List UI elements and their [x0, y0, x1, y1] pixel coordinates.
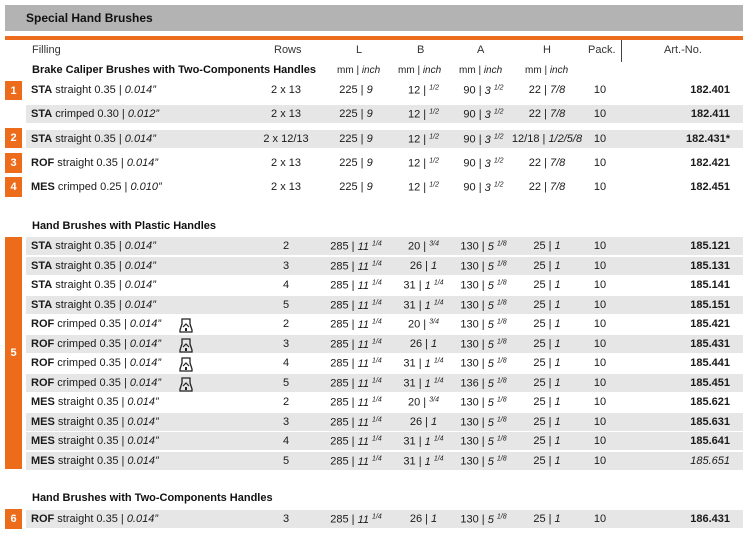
- a-cell: 130 | 5 $^{1/8}$: [460, 357, 507, 370]
- height-cell: 25 | 1: [533, 279, 561, 291]
- filling-cell: STA crimped 0.30 | 0.012”: [31, 108, 160, 120]
- rows-cell: 2 x 13: [271, 181, 301, 193]
- height-cell: 25 | 1: [533, 396, 561, 408]
- table-row: [26, 81, 743, 99]
- a-cell: 90 | 3 $^{1/2}$: [463, 108, 504, 121]
- height-cell: 25 | 1: [533, 318, 561, 330]
- page-title: Special Hand Brushes: [26, 11, 153, 25]
- art-no-cell: 185.421: [690, 318, 730, 330]
- table-row: [26, 315, 743, 333]
- art-no-cell: 185.441: [690, 357, 730, 369]
- length-cell: 285 | 11 $^{1/4}$: [330, 396, 382, 409]
- width-cell: 26 | 1: [409, 260, 438, 272]
- rows-cell: 2: [282, 396, 290, 408]
- table-row: [26, 393, 743, 411]
- height-cell: 25 | 1: [533, 240, 561, 252]
- table-row: [26, 335, 743, 353]
- pack-cell: 10: [593, 133, 607, 145]
- width-cell: 26 | 1: [409, 338, 438, 350]
- art-no-cell: 185.131: [690, 260, 730, 272]
- art-no-cell: 182.411: [690, 108, 730, 120]
- header-separator: [621, 40, 622, 62]
- art-no-cell: 185.431: [690, 338, 730, 350]
- art-no-cell: 185.641: [690, 435, 730, 447]
- group-number-5: 5: [5, 237, 22, 469]
- table-row: [26, 432, 743, 450]
- a-cell: 130 | 5 $^{1/8}$: [460, 455, 507, 468]
- height-cell: 25 | 1: [533, 455, 561, 467]
- width-cell: 20 | $^{3/4}$: [408, 318, 439, 331]
- width-cell: 31 | 1 $^{1/4}$: [403, 435, 444, 448]
- header-l: L: [356, 44, 363, 56]
- a-cell: 130 | 5 $^{1/8}$: [460, 279, 507, 292]
- pack-cell: 10: [593, 318, 607, 330]
- height-cell: 25 | 1: [533, 416, 561, 428]
- pack-cell: 10: [593, 84, 607, 96]
- flask-icon: [179, 338, 193, 353]
- a-cell: 130 | 5 $^{1/8}$: [460, 416, 507, 429]
- width-cell: 31 | 1 $^{1/4}$: [403, 299, 444, 312]
- rows-cell: 4: [282, 435, 290, 447]
- rows-cell: 2 x 12/13: [263, 133, 309, 145]
- table-row: [26, 154, 743, 172]
- a-cell: 130 | 5 $^{1/8}$: [460, 260, 507, 273]
- a-cell: 130 | 5 $^{1/8}$: [460, 396, 507, 409]
- table-row: [26, 510, 743, 528]
- table-row: [26, 354, 743, 372]
- art-no-cell: 185.121: [690, 240, 730, 252]
- group-number-6: 6: [5, 509, 22, 529]
- art-no-cell: 185.631: [690, 416, 730, 428]
- filling-cell: ROF straight 0.35 | 0.014”: [31, 513, 159, 525]
- height-cell: 25 | 1: [533, 513, 561, 525]
- width-cell: 12 | $^{1/2}$: [408, 133, 439, 146]
- pack-cell: 10: [593, 455, 607, 467]
- length-cell: 285 | 11 $^{1/4}$: [330, 513, 382, 526]
- a-cell: 90 | 3 $^{1/2}$: [463, 181, 504, 194]
- width-cell: 20 | $^{3/4}$: [408, 240, 439, 253]
- rows-cell: 2: [282, 240, 290, 252]
- unit-b: mm | inch: [398, 65, 442, 76]
- flask-icon: [179, 377, 193, 392]
- height-cell: 25 | 1: [533, 299, 561, 311]
- section-title-1: Brake Caliper Brushes with Two-Components Handles: [32, 64, 317, 76]
- group-number-2: 2: [5, 128, 22, 148]
- pack-cell: 10: [593, 279, 607, 291]
- a-cell: 90 | 3 $^{1/2}$: [463, 133, 504, 146]
- flask-icon: [179, 357, 193, 372]
- table-row: [26, 296, 743, 314]
- table-row: [26, 374, 743, 392]
- flask-icon: [179, 318, 193, 333]
- height-cell: 12/18 | 1/2/5/8: [511, 133, 583, 145]
- height-cell: 25 | 1: [533, 338, 561, 350]
- rows-cell: 2 x 13: [271, 108, 301, 120]
- filling-cell: MES straight 0.35 | 0.014”: [31, 435, 159, 447]
- pack-cell: 10: [593, 435, 607, 447]
- height-cell: 22 | 7/8: [528, 181, 566, 193]
- art-no-cell: 182.421: [690, 157, 730, 169]
- length-cell: 285 | 11 $^{1/4}$: [330, 338, 382, 351]
- pack-cell: 10: [593, 377, 607, 389]
- art-no-cell: 185.151: [690, 299, 730, 311]
- group-number-1: 1: [5, 81, 22, 100]
- table-row: [26, 237, 743, 255]
- rows-cell: 2: [282, 318, 290, 330]
- unit-a: mm | inch: [459, 65, 503, 76]
- length-cell: 285 | 11 $^{1/4}$: [330, 279, 382, 292]
- a-cell: 130 | 5 $^{1/8}$: [460, 240, 507, 253]
- a-cell: 130 | 5 $^{1/8}$: [460, 318, 507, 331]
- title-bar: [5, 5, 743, 31]
- table-row: [26, 276, 743, 294]
- filling-cell: ROF crimped 0.35 | 0.014”: [31, 357, 162, 369]
- header-pack: Pack.: [588, 44, 616, 56]
- a-cell: 130 | 5 $^{1/8}$: [460, 435, 507, 448]
- a-cell: 90 | 3 $^{1/2}$: [463, 157, 504, 170]
- width-cell: 26 | 1: [409, 416, 438, 428]
- height-cell: 22 | 7/8: [528, 108, 566, 120]
- header-art-no: Art.-No.: [664, 44, 702, 56]
- length-cell: 285 | 11 $^{1/4}$: [330, 260, 382, 273]
- height-cell: 25 | 1: [533, 435, 561, 447]
- pack-cell: 10: [593, 108, 607, 120]
- length-cell: 285 | 11 $^{1/4}$: [330, 455, 382, 468]
- table-row: [26, 105, 743, 123]
- a-cell: 130 | 5 $^{1/8}$: [460, 338, 507, 351]
- accent-rule: [5, 36, 743, 40]
- rows-cell: 3: [282, 513, 290, 525]
- pack-cell: 10: [593, 181, 607, 193]
- filling-cell: STA straight 0.35 | 0.014”: [31, 133, 156, 145]
- height-cell: 22 | 7/8: [528, 84, 566, 96]
- table-row: [26, 257, 743, 275]
- width-cell: 12 | $^{1/2}$: [408, 84, 439, 97]
- rows-cell: 4: [282, 279, 290, 291]
- rows-cell: 2 x 13: [271, 84, 301, 96]
- filling-cell: ROF straight 0.35 | 0.014”: [31, 157, 159, 169]
- rows-cell: 2 x 13: [271, 157, 301, 169]
- filling-cell: MES straight 0.35 | 0.014”: [31, 455, 159, 467]
- filling-cell: MES straight 0.35 | 0.014”: [31, 416, 159, 428]
- pack-cell: 10: [593, 416, 607, 428]
- width-cell: 20 | $^{3/4}$: [408, 396, 439, 409]
- width-cell: 26 | 1: [409, 513, 438, 525]
- header-a: A: [477, 44, 485, 56]
- header-h: H: [543, 44, 551, 56]
- pack-cell: 10: [593, 513, 607, 525]
- table-row: [26, 413, 743, 431]
- rows-cell: 5: [282, 455, 290, 467]
- height-cell: 25 | 1: [533, 377, 561, 389]
- length-cell: 225 | 9: [339, 157, 373, 169]
- a-cell: 130 | 5 $^{1/8}$: [460, 513, 507, 526]
- height-cell: 25 | 1: [533, 260, 561, 272]
- art-no-cell: 182.431*: [685, 133, 730, 145]
- filling-cell: STA straight 0.35 | 0.014”: [31, 279, 156, 291]
- filling-cell: STA straight 0.35 | 0.014”: [31, 240, 156, 252]
- height-cell: 25 | 1: [533, 357, 561, 369]
- width-cell: 12 | $^{1/2}$: [408, 181, 439, 194]
- width-cell: 31 | 1 $^{1/4}$: [403, 377, 444, 390]
- filling-cell: ROF crimped 0.35 | 0.014”: [31, 338, 162, 350]
- table-row: [26, 452, 743, 470]
- pack-cell: 10: [593, 396, 607, 408]
- table-row: [26, 130, 743, 148]
- art-no-cell: 185.621: [690, 396, 730, 408]
- section-title-2: Hand Brushes with Plastic Handles: [32, 220, 216, 232]
- header-rows: Rows: [274, 44, 302, 56]
- art-no-cell: 185.651: [690, 455, 730, 467]
- filling-cell: STA straight 0.35 | 0.014”: [31, 84, 156, 96]
- width-cell: 31 | 1 $^{1/4}$: [403, 357, 444, 370]
- art-no-cell: 186.431: [690, 513, 730, 525]
- length-cell: 225 | 9: [339, 181, 373, 193]
- pack-cell: 10: [593, 299, 607, 311]
- length-cell: 285 | 11 $^{1/4}$: [330, 416, 382, 429]
- length-cell: 285 | 11 $^{1/4}$: [330, 377, 382, 390]
- width-cell: 31 | 1 $^{1/4}$: [403, 279, 444, 292]
- length-cell: 285 | 11 $^{1/4}$: [330, 318, 382, 331]
- height-cell: 22 | 7/8: [528, 157, 566, 169]
- group-number-4: 4: [5, 177, 22, 197]
- table-row: [26, 178, 743, 196]
- filling-cell: MES straight 0.35 | 0.014”: [31, 396, 159, 408]
- length-cell: 225 | 9: [339, 133, 373, 145]
- filling-cell: MES crimped 0.25 | 0.010”: [31, 181, 162, 193]
- length-cell: 285 | 11 $^{1/4}$: [330, 357, 382, 370]
- length-cell: 285 | 11 $^{1/4}$: [330, 435, 382, 448]
- pack-cell: 10: [593, 338, 607, 350]
- rows-cell: 5: [282, 299, 290, 311]
- filling-cell: STA straight 0.35 | 0.014”: [31, 260, 156, 272]
- rows-cell: 5: [282, 377, 290, 389]
- length-cell: 285 | 11 $^{1/4}$: [330, 299, 382, 312]
- a-cell: 130 | 5 $^{1/8}$: [460, 299, 507, 312]
- art-no-cell: 185.451: [690, 377, 730, 389]
- width-cell: 12 | $^{1/2}$: [408, 108, 439, 121]
- group-number-3: 3: [5, 153, 22, 173]
- section-title-3: Hand Brushes with Two-Components Handles: [32, 492, 273, 504]
- rows-cell: 4: [282, 357, 290, 369]
- width-cell: 31 | 1 $^{1/4}$: [403, 455, 444, 468]
- rows-cell: 3: [282, 260, 290, 272]
- pack-cell: 10: [593, 357, 607, 369]
- length-cell: 285 | 11 $^{1/4}$: [330, 240, 382, 253]
- filling-cell: ROF crimped 0.35 | 0.014”: [31, 377, 162, 389]
- width-cell: 12 | $^{1/2}$: [408, 157, 439, 170]
- pack-cell: 10: [593, 260, 607, 272]
- a-cell: 136 | 5 $^{1/8}$: [460, 377, 507, 390]
- filling-cell: ROF crimped 0.35 | 0.014”: [31, 318, 162, 330]
- a-cell: 90 | 3 $^{1/2}$: [463, 84, 504, 97]
- length-cell: 225 | 9: [339, 108, 373, 120]
- rows-cell: 3: [282, 416, 290, 428]
- pack-cell: 10: [593, 240, 607, 252]
- header-b: B: [417, 44, 425, 56]
- art-no-cell: 185.141: [690, 279, 730, 291]
- unit-l: mm | inch: [337, 65, 381, 76]
- art-no-cell: 182.401: [690, 84, 730, 96]
- unit-h: mm | inch: [525, 65, 569, 76]
- pack-cell: 10: [593, 157, 607, 169]
- filling-cell: STA straight 0.35 | 0.014”: [31, 299, 156, 311]
- rows-cell: 3: [282, 338, 290, 350]
- length-cell: 225 | 9: [339, 84, 373, 96]
- header-filling: Filling: [32, 44, 61, 56]
- art-no-cell: 182.451: [690, 181, 730, 193]
